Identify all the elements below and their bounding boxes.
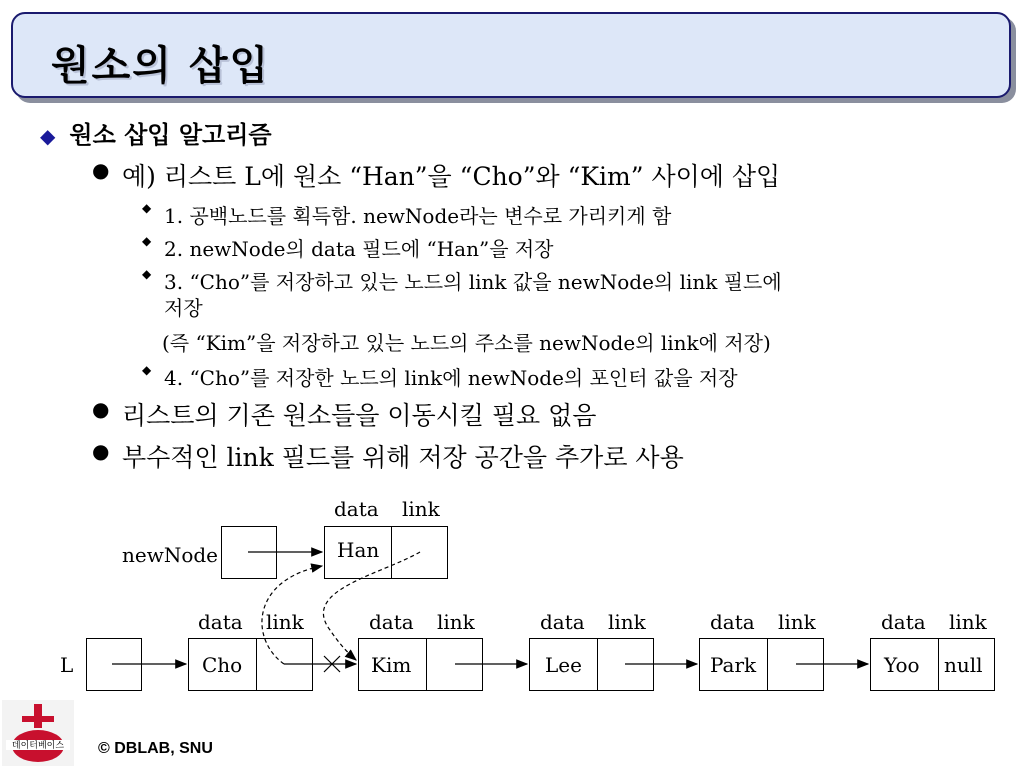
node-link-label: link (778, 610, 816, 634)
newnode-to-kim-dashed-arrow (323, 552, 420, 660)
node-link-label: link (949, 610, 987, 634)
no-move-text: 리스트의 기존 원소들을 이동시킬 필요 없음 (122, 401, 597, 430)
node-cho-data: Cho (202, 653, 243, 677)
node-link-label: link (266, 610, 304, 634)
new-node-link-label: link (402, 497, 440, 521)
step-3-text: 3. “Cho”를 저장하고 있는 노드의 link 값을 newNode의 link 필드에 (164, 270, 782, 294)
step-2-text: 2. newNode의 data 필드에 “Han”을 저장 (164, 237, 554, 261)
node-data-label: data (540, 610, 585, 634)
list-label: L (60, 653, 74, 677)
small-diamond-icon: ◆ (142, 201, 152, 215)
new-node-data-label: data (334, 497, 379, 521)
dot-bullet-icon: ● (92, 439, 110, 463)
step-3-note-text: (즉 “Kim”을 저장하고 있는 노드의 주소를 newNode의 link에 저장) (162, 331, 771, 355)
node-yoo-link: null (944, 653, 983, 677)
page-title: 원소의 삽입 (51, 43, 271, 89)
extra-space-text: 부수적인 link 필드를 위해 저장 공간을 추가로 사용 (122, 443, 684, 472)
node-data-label: data (369, 610, 414, 634)
node-data-label: data (710, 610, 755, 634)
small-diamond-icon: ◆ (142, 234, 152, 248)
heading-text: 원소 삽입 알고리즘 (69, 121, 272, 149)
dot-bullet-icon: ● (92, 397, 110, 421)
step-3-cont-text: 저장 (164, 296, 203, 320)
small-diamond-icon: ◆ (142, 267, 152, 281)
small-diamond-icon: ◆ (142, 363, 152, 377)
step-4-text: 4. “Cho”를 저장한 노드의 link에 newNode의 포인터 값을 저장 (164, 366, 738, 390)
dblab-logo (2, 700, 74, 766)
example-text: 예) 리스트 L에 원소 “Han”을 “Cho”와 “Kim” 사이에 삽입 (122, 162, 781, 191)
node-kim-data: Kim (371, 653, 412, 677)
step-1-text: 1. 공백노드를 획득함. newNode라는 변수로 가리키게 함 (164, 204, 672, 228)
new-node-data: Han (337, 538, 380, 562)
node-data-label: data (198, 610, 243, 634)
newnode-label: newNode (122, 543, 219, 567)
node-data-label: data (881, 610, 926, 634)
node-yoo-data: Yoo (884, 653, 920, 677)
cho-to-newnode-dashed-arrow (262, 566, 322, 664)
footer-copyright: © DBLAB, SNU (98, 740, 213, 757)
node-link-label: link (437, 610, 475, 634)
node-link-label: link (608, 610, 646, 634)
node-park-data: Park (710, 653, 757, 677)
node-lee-data: Lee (545, 653, 582, 677)
dot-bullet-icon: ● (92, 158, 110, 182)
logo-text: 데이터베이스 (11, 741, 65, 751)
diamond-bullet-icon: ◆ (40, 124, 56, 148)
